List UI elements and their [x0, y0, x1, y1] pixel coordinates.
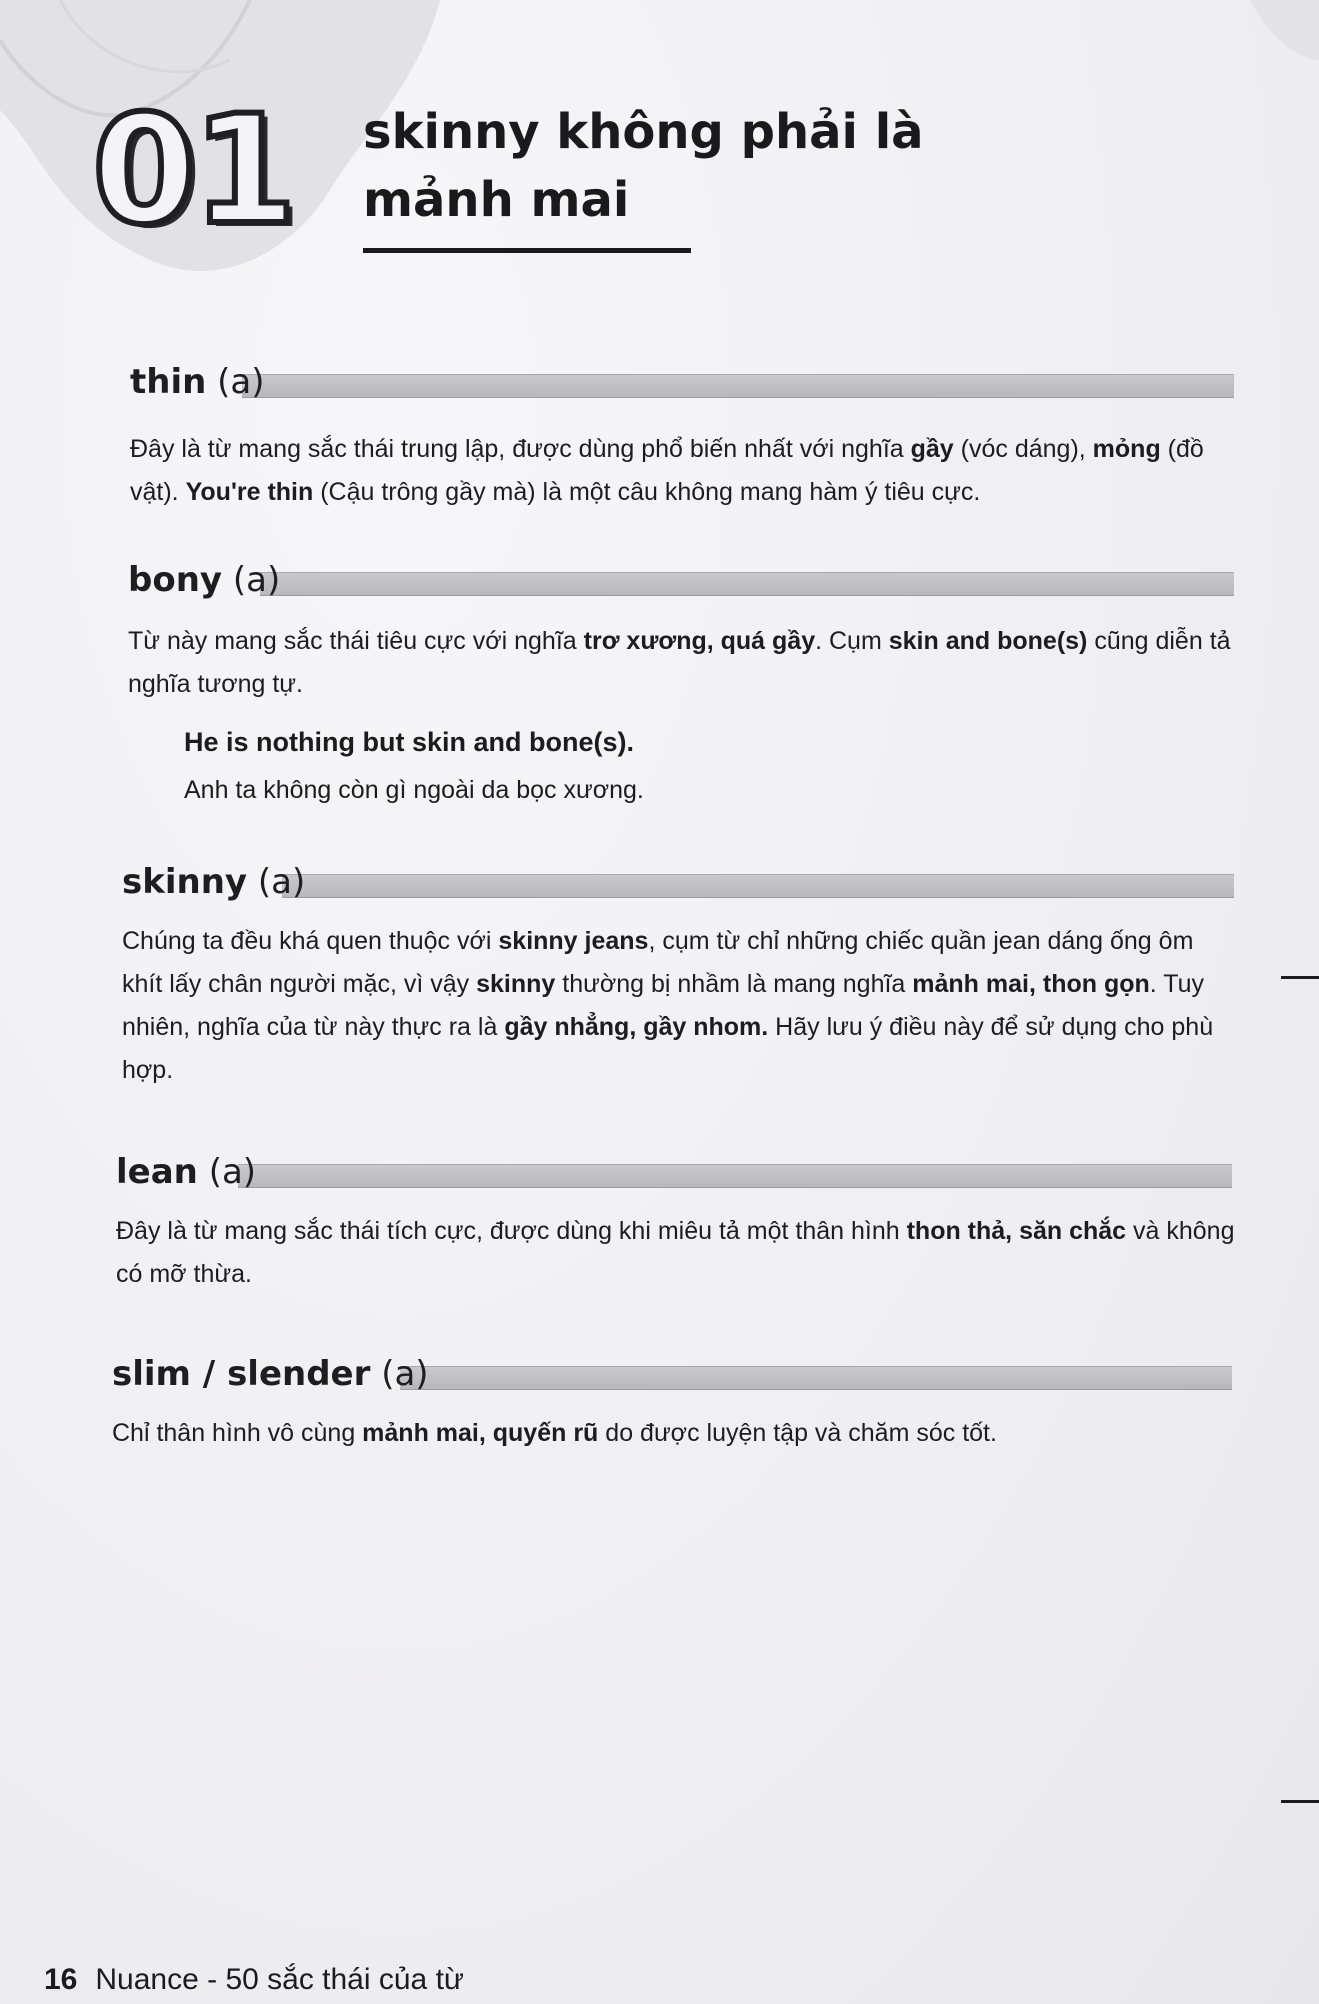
section-heading-lean	[116, 1152, 1232, 1192]
section-heading-bony	[128, 560, 1234, 600]
part-of-speech: (a)	[208, 1152, 257, 1192]
section-term	[128, 560, 280, 600]
chapter-title	[363, 98, 924, 234]
chapter-title-line-2: mảnh mai	[363, 172, 630, 228]
section-body-slim-slender: Chỉ thân hình vô cùng mảnh mai, quyến rũ do được luyện tập và chăm sóc tốt.	[112, 1419, 997, 1447]
section-term	[116, 1152, 256, 1192]
page-edge-mark	[1281, 1800, 1319, 1803]
chapter-title-line-1: skinny không phải là	[363, 104, 924, 160]
example-vietnamese: Anh ta không còn gì ngoài da bọc xương.	[184, 776, 644, 804]
term-word: lean	[116, 1152, 198, 1192]
page-edge-mark	[1281, 976, 1319, 979]
section-body-thin: Đây là từ mang sắc thái trung lập, được dùng phổ biến nhất với nghĩa gầy (vóc dáng), mỏng (đồ vật). You're thin (Cậu trông gầy mà) là một câu không mang hàm ý tiêu cực.	[130, 435, 1204, 506]
section-term	[130, 362, 265, 402]
term-word: skinny	[122, 862, 248, 902]
section-heading-bar	[260, 572, 1234, 596]
section-term	[112, 1354, 429, 1394]
book-title: Nuance - 50 sắc thái của từ	[95, 1963, 464, 1996]
section-heading-bar	[282, 874, 1234, 898]
page-footer	[44, 1962, 464, 1998]
section-heading-bar	[238, 1164, 1232, 1188]
section-heading-bar	[400, 1366, 1232, 1390]
part-of-speech: (a)	[217, 362, 265, 402]
example-english: He is nothing but skin and bone(s).	[184, 727, 634, 757]
section-heading-thin	[130, 362, 1234, 402]
chapter-number: 01	[92, 84, 293, 258]
term-word: slim / slender	[112, 1354, 371, 1394]
page-number: 16	[44, 1963, 78, 1996]
term-word: thin	[130, 362, 207, 402]
section-body-bony: Từ này mang sắc thái tiêu cực với nghĩa trơ xương, quá gầy. Cụm skin and bone(s) cũng diễn tả nghĩa tương tự.	[128, 627, 1231, 698]
part-of-speech: (a)	[381, 1354, 429, 1394]
term-word: bony	[128, 560, 223, 600]
section-heading-skinny	[122, 862, 1234, 902]
section-body-lean: Đây là từ mang sắc thái tích cực, được dùng khi miêu tả một thân hình thon thả, săn chắc và không có mỡ thừa.	[116, 1217, 1235, 1288]
section-heading-bar	[242, 374, 1234, 398]
section-body-skinny: Chúng ta đều khá quen thuộc với skinny jeans, cụm từ chỉ những chiếc quần jean dáng ống ôm khít lấy chân người mặc, vì vậy skinny thường bị nhầm là mang nghĩa mảnh mai, thon gọn. Tuy nhiên, nghĩa của từ này thực ra là gầy nhẳng, gầy nhom. Hãy lưu ý điều này để sử dụng cho phù hợp.	[122, 927, 1214, 1084]
section-term	[122, 862, 305, 902]
title-underline	[363, 248, 691, 253]
part-of-speech: (a)	[257, 862, 306, 902]
section-heading-slim-slender	[112, 1354, 1232, 1394]
part-of-speech: (a)	[232, 560, 281, 600]
